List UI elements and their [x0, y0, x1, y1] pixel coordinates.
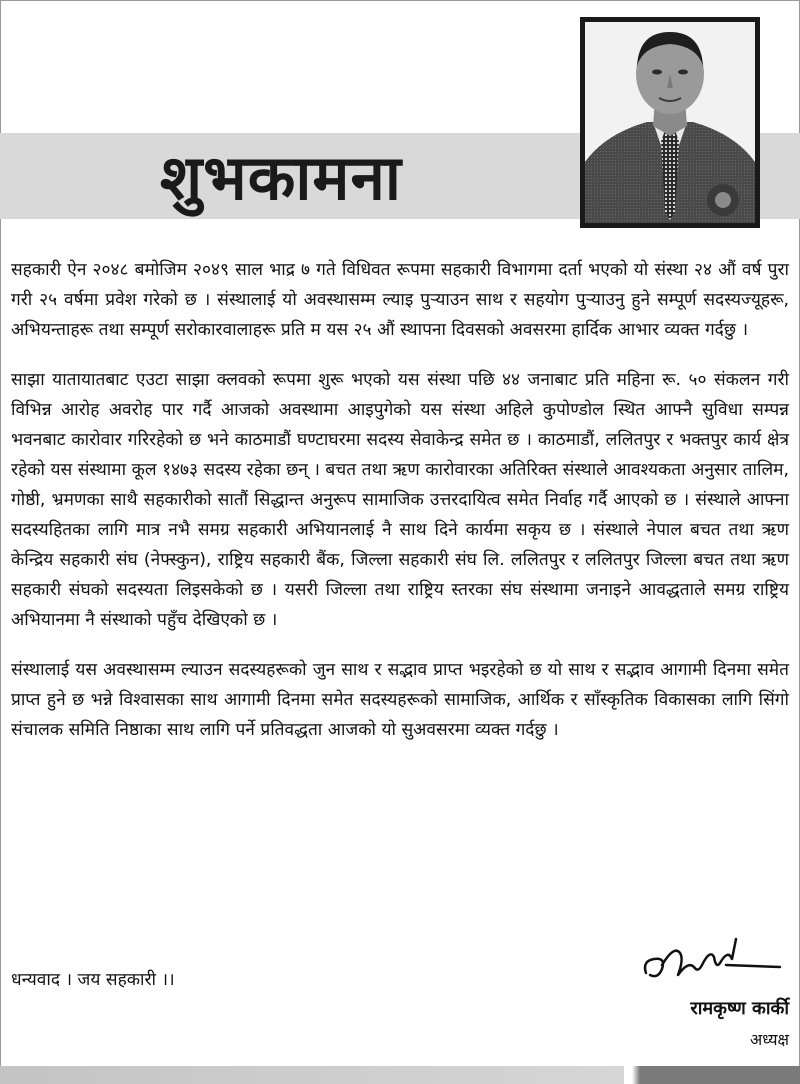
paragraph-commitment: संस्थालाई यस अवस्थासम्म ल्याउन सदस्यहरूको जुन साथ र सद्भाव प्राप्त भइरहेको छ यो साथ र सद्भाव आगामी दिनमा समेत प्राप्त हुने छ भन्ने विश्वासका साथ आगामी दिनमा समेत सदस्यहरूको सामाजिक, आर्थिक र साँस्कृतिक विकासका लागि सिंगो संचालक समिति निष्ठाका साथ लागि पर्ने प्रतिवद्धता आजको यो सुअवसरमा व्यक्त गर्दछु ।	[11, 660, 789, 740]
paragraph-intro: सहकारी ऐन २०४८ बमोजिम २०४९ साल भाद्र ७ गते विधिवत रूपमा सहकारी विभागमा दर्ता भएको यो संस्था २४ औं वर्ष पुरा गरी २५ वर्षमा प्रवेश गरेको छ । संस्थालाई यो अवस्थासम्म ल्याइ पुऱ्याउन साथ र सहयोग पुऱ्याउनु हुने सम्पूर्ण सदस्यज्यूहरू, अभियन्ताहरू तथा सम्पूर्ण सरोकारवालाहरू प्रति म यस २५ औं स्थापना दिवसको अवसरमा हार्दिक आभार व्यक्त गर्दछु ।	[11, 260, 789, 340]
signer-title: अध्यक्ष	[750, 1030, 789, 1049]
handwritten-signature	[640, 935, 785, 995]
portrait-image	[585, 22, 755, 223]
closing-line: धन्यवाद । जय सहकारी ।।	[11, 970, 175, 990]
signer-name: रामकृष्ण कार्की	[690, 998, 789, 1019]
portrait-photo	[580, 17, 760, 228]
page-title: शुभकामना	[160, 141, 402, 214]
paragraph-history: साझा यातायातबाट एउटा साझा क्लवको रूपमा शुरू भएको यस संस्था पछि ४४ जनाबाट प्रति महिना रू. ५० संकलन गरी विभिन्न आरोह अवरोह पार गर्दै आजको अवस्थामा आइपुगेको यस संस्था अहिले कुपोण्डोल स्थित आफ्नै सुविधा सम्पन्न भवनबाट कारोवार गरिरहेको छ भने काठमाडौं घण्टाघरमा सदस्य सेवाकेन्द्र समेत छ । काठमाडौं, ललितपुर र भक्तपुर कार्य क्षेत्र रहेको यस संस्थामा कूल १४७३ सदस्य रहेका छन् । बचत तथा ऋण कारोवारका अतिरिक्त संस्थाले आवश्यकता अनुसार तालिम, गोष्ठी, भ्रमणका साथै सहकारीको सातौं सिद्धान्त अनुरूप सामाजिक उत्तरदायित्व समेत निर्वाह गर्दै आएको छ । संस्थाले आफ्ना सदस्यहितका लागि मात्र नभै समग्र सहकारी अभियानलाई नै साथ दिने कार्यमा सकृय छ । संस्थाले नेपाल बचत तथा ऋण केन्द्रिय सहकारी संघ (नेफ्स्कुन), राष्ट्रिय सहकारी बैंक, जिल्ला सहकारी संघ लि. ललितपुर र ललितपुर जिल्ला बचत तथा ऋण सहकारी संघको सदस्यता लिइसकेको छ । यसरी जिल्ला तथा राष्ट्रिय स्तरका संघ संस्थामा जनाइने आवद्धताले समग्र राष्ट्रिय अभियानमा नै संस्थाको पहुँच देखिएको छ ।	[11, 370, 789, 630]
message-body	[11, 255, 789, 765]
bottom-band	[0, 1066, 800, 1084]
